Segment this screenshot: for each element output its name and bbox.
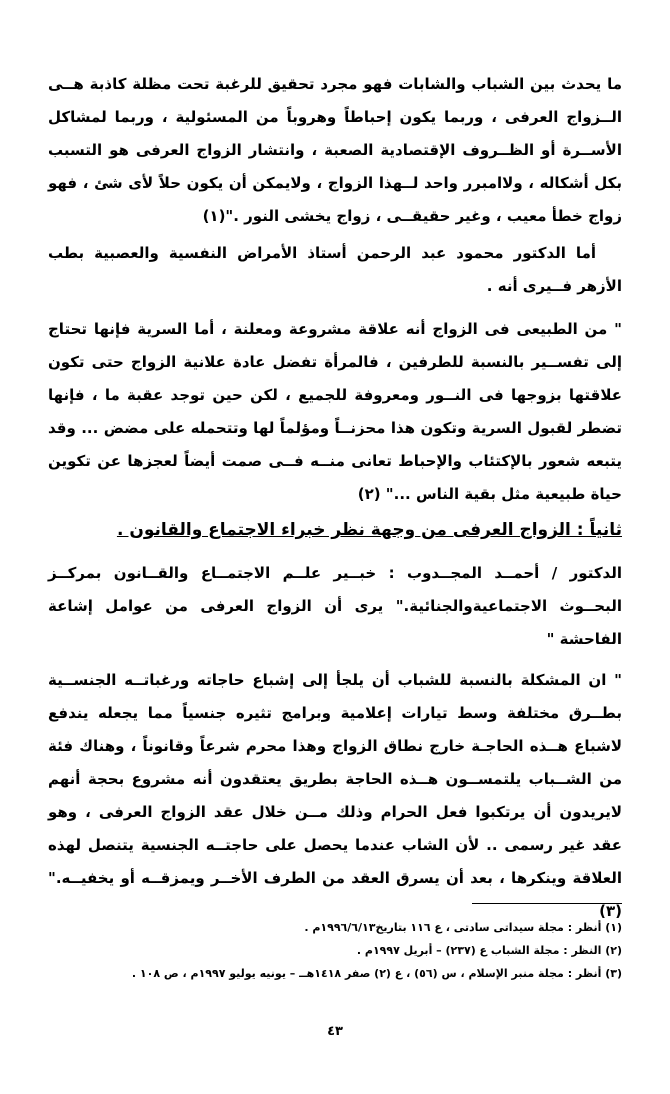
footnotes bbox=[48, 916, 622, 985]
footnote-1: (١) أنظر : مجلة سيداتى سادتى ، ع ١١٦ بتاريخ١٩٩٦/٦/١٣م . bbox=[304, 921, 622, 934]
footnote-2: (٢) النظر : مجلة الشباب ع (٢٣٧) – أبريل ١٩٩٧م . bbox=[356, 944, 622, 957]
footnote-divider bbox=[472, 903, 622, 904]
paragraph-2: أما الدكتور محمود عبد الرحمن أستاذ الأمراض النفسية والعصبية بطب الأزهر فــيرى أنه . bbox=[48, 244, 622, 295]
paragraph-5-quote: " ان المشكلة بالنسبة للشباب أن يلجأ إلى إشباع حاجاته ورغباتــه الجنســية بطــرق مختلفة وسط تيارات إعلامية وبرامج تثيره جنسياً مما يجعله يندفع لاشباع هــذه الحاجـة خارج نطاق الزواج وهذا محرم شرعاً وقانوناً ، وهناك فئة من الشــباب يلتمســون هــذه الحاجة بطريق يعتقدون أنه مشروع بحجة أنهم لايريدون أن يرتكبوا فعل الحرام وذلك مــن خلال عقد الزواج العرفى ، وهو عقد غير رسمى .. لأن الشاب عندما يحصل على حاجتــه الجنسية يتنصل لهذه العلاقة وينكرها ، بعد أن يسرق العقد من الطرف الأخــر ويمزقــه أو يخفيــه."(٣) bbox=[48, 671, 622, 920]
section-heading: ثانياً : الزواج العرفى من وجهة نظر خبراء الاجتماع والقانون . bbox=[116, 520, 622, 540]
page-number: ٤٣ bbox=[327, 1024, 343, 1039]
paragraph-1: ما يحدث بين الشباب والشابات فهو مجرد تحقيق للرغبة تحت مظلة كاذبة هــى الــزواج العرفى ، وربما يكون إحباطاً وهروباً من المسئولية ، وربما لمشاكل الأســرة أو الظــروف الإقتصادية الصعبة ، وانتشار الزواج العرفى هو التسبب بكل أشكاله ، ولاامبرر واحد لــهذا الزواج ، ولايمكن أن يكون حلاً لأى شئ ، فهو زواج خطأ معيب ، وغير حقيقــى ، زواج يخشى النور ."(١) bbox=[48, 75, 622, 225]
body-text bbox=[48, 68, 622, 928]
paragraph-4: الدكتور / أحمــد المجــدوب : خبــير علــم الاجتمــاع والقــانون بمركــز البحــوث الاجتماعيةوالجنائية." يرى أن الزواج العرفى من عوامل إشاعة الفاحشة " bbox=[48, 564, 622, 648]
footnote-3: (٣) أنظر : مجلة منبر الإسلام ، س (٥٦) ، ع (٢) صفر ١٤١٨هــ – يونيه يوليو ١٩٩٧م ، ص ١٠٨ . bbox=[131, 967, 622, 980]
paragraph-3-quote: " من الطبيعى فى الزواج أنه علاقة مشروعة ومعلنة ، أما السرية فإنها تحتاج إلى تفســير بالنسبة للطرفين ، فالمرأة تفضل عادة علانية الزواج حتى تكون علاقتها بزوجها فى النــور ومعروفة للجميع ، لكن حين توجد عقبة ما ، فإنها تضطر لقبول السرية وتكون هذا محزنــاً ومؤلماً لها وتتحمله على مضض ... وقد يتبعه شعور بالإكتئاب والإحباط تعانى منــه فــى صمت أيضاً لعجزها عن تكوين حياة طبيعية مثل بقية الناس ..." (٢) bbox=[48, 320, 622, 503]
